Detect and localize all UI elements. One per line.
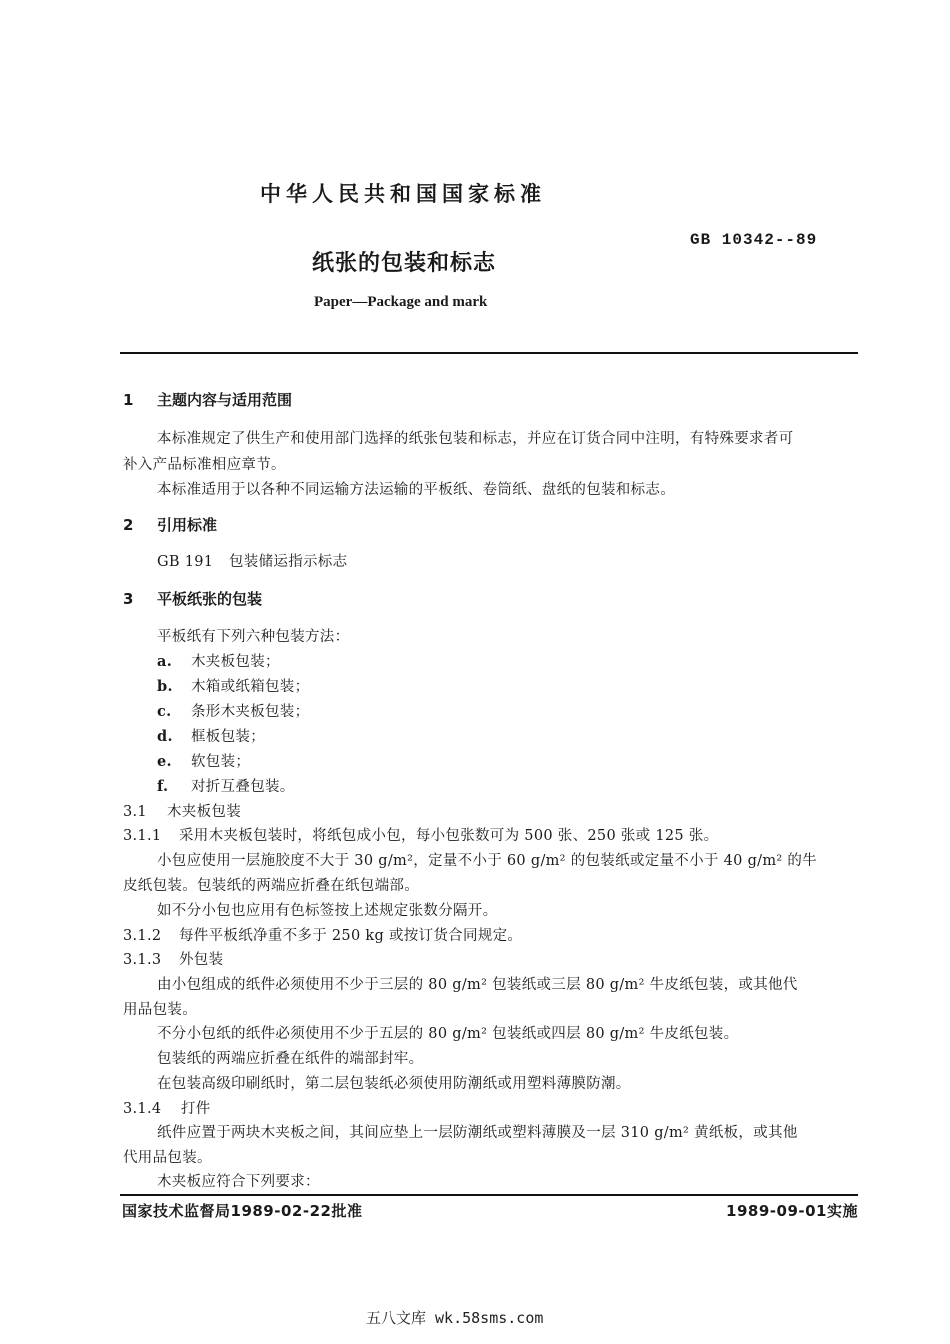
section-number: 1 <box>123 391 134 409</box>
paragraph: 代用品包装。 <box>123 1150 212 1166</box>
subsection-3-1-3 <box>123 948 223 969</box>
subsection-number: 3.1 <box>123 804 147 820</box>
subsection-number: 3.1.3 <box>123 952 162 968</box>
section-title: 平板纸张的包装 <box>157 590 263 608</box>
list-letter: c. <box>157 703 172 720</box>
list-item <box>157 650 280 671</box>
list-item <box>157 750 250 771</box>
document-subtitle: Paper—Package and mark <box>314 294 488 310</box>
list-text: 框板包装； <box>191 729 265 745</box>
paragraph: 皮纸包装。包装纸的两端应折叠在纸包端部。 <box>123 878 419 894</box>
subsection-text: 采用木夹板包装时，将纸包成小包，每小包张数可为 500 张、250 张或 125 张。 <box>179 828 719 844</box>
paragraph: 补入产品标准相应章节。 <box>123 457 286 473</box>
section-1-heading <box>123 389 292 410</box>
list-letter: f. <box>157 778 169 795</box>
subsection-text: 每件平板纸净重不多于 250 kg 或按订货合同规定。 <box>179 928 523 944</box>
section-title: 主题内容与适用范围 <box>157 391 293 409</box>
reference-code: GB 191 <box>157 554 214 570</box>
watermark-text: 五八文库 wk.58sms.com <box>366 1309 544 1327</box>
paragraph: 本标准适用于以各种不同运输方法运输的平板纸、卷筒纸、盘纸的包装和标志。 <box>157 482 675 498</box>
approval-date: 国家技术监督局1989-02-22批准 <box>122 1202 363 1220</box>
subsection-3-1 <box>123 800 241 821</box>
reference-title: 包装储运指示标志 <box>229 554 348 570</box>
list-letter: b. <box>157 678 173 695</box>
section-2-heading <box>123 514 217 535</box>
subsection-number: 3.1.1 <box>123 828 162 844</box>
list-letter: d. <box>157 728 173 745</box>
subsection-title: 木夹板包装 <box>167 804 241 820</box>
paragraph: 小包应使用一层施胶度不大于 30 g/m²，定量不小于 60 g/m² 的包装纸或定量不小于 40 g/m² 的牛 <box>157 853 818 869</box>
list-item <box>157 725 265 746</box>
section-3-heading <box>123 588 262 609</box>
subsection-3-1-4 <box>123 1097 211 1118</box>
subsection-3-1-1 <box>123 824 718 845</box>
subsection-title: 外包装 <box>179 952 224 968</box>
list-item <box>157 775 295 796</box>
subsection-3-1-2 <box>123 924 522 945</box>
paragraph: 木夹板应符合下列要求： <box>157 1174 320 1190</box>
section-number: 2 <box>123 516 134 534</box>
national-standard-title: 中华人民共和国国家标准 <box>260 182 546 206</box>
paragraph: 在包装高级印刷纸时，第二层包装纸必须使用防潮纸或用塑料薄膜防潮。 <box>157 1076 631 1092</box>
list-item <box>157 675 309 696</box>
list-letter: e. <box>157 753 172 770</box>
paragraph: 纸件应置于两块木夹板之间，其间应垫上一层防潮纸或塑料薄膜及一层 310 g/m² 黄纸板，或其他 <box>157 1125 798 1141</box>
header-divider <box>120 352 858 354</box>
list-text: 条形木夹板包装； <box>191 704 310 720</box>
list-text: 对折互叠包装。 <box>191 779 295 795</box>
paragraph: 本标准规定了供生产和使用部门选择的纸张包装和标志，并应在订货合同中注明，有特殊要求者可 <box>157 431 794 447</box>
list-text: 木夹板包装； <box>191 654 280 670</box>
footer-divider <box>120 1194 858 1196</box>
section-number: 3 <box>123 590 134 608</box>
paragraph: 平板纸有下列六种包装方法： <box>157 629 350 645</box>
effective-date: 1989-09-01实施 <box>726 1202 858 1220</box>
reference-entry <box>157 550 347 571</box>
subsection-number: 3.1.2 <box>123 928 162 944</box>
paragraph: 不分小包纸的纸件必须使用不少于五层的 80 g/m² 包装纸或四层 80 g/m² 牛皮纸包装。 <box>157 1026 739 1042</box>
standard-code: GB 10342--89 <box>690 231 818 249</box>
paragraph: 包装纸的两端应折叠在纸件的端部封牢。 <box>157 1051 424 1067</box>
document-title: 纸张的包装和标志 <box>312 251 497 276</box>
section-title: 引用标准 <box>157 516 218 534</box>
paragraph: 由小包组成的纸件必须使用不少于三层的 80 g/m² 包装纸或三层 80 g/m² 牛皮纸包装，或其他代 <box>157 977 798 993</box>
subsection-number: 3.1.4 <box>123 1101 162 1117</box>
paragraph: 如不分小包也应用有色标签按上述规定张数分隔开。 <box>157 903 498 919</box>
list-letter: a. <box>157 653 173 670</box>
list-text: 软包装； <box>191 754 251 770</box>
paragraph: 用品包装。 <box>123 1002 197 1018</box>
list-item <box>157 700 309 721</box>
list-text: 木箱或纸箱包装； <box>191 679 310 695</box>
subsection-title: 打件 <box>181 1101 211 1117</box>
